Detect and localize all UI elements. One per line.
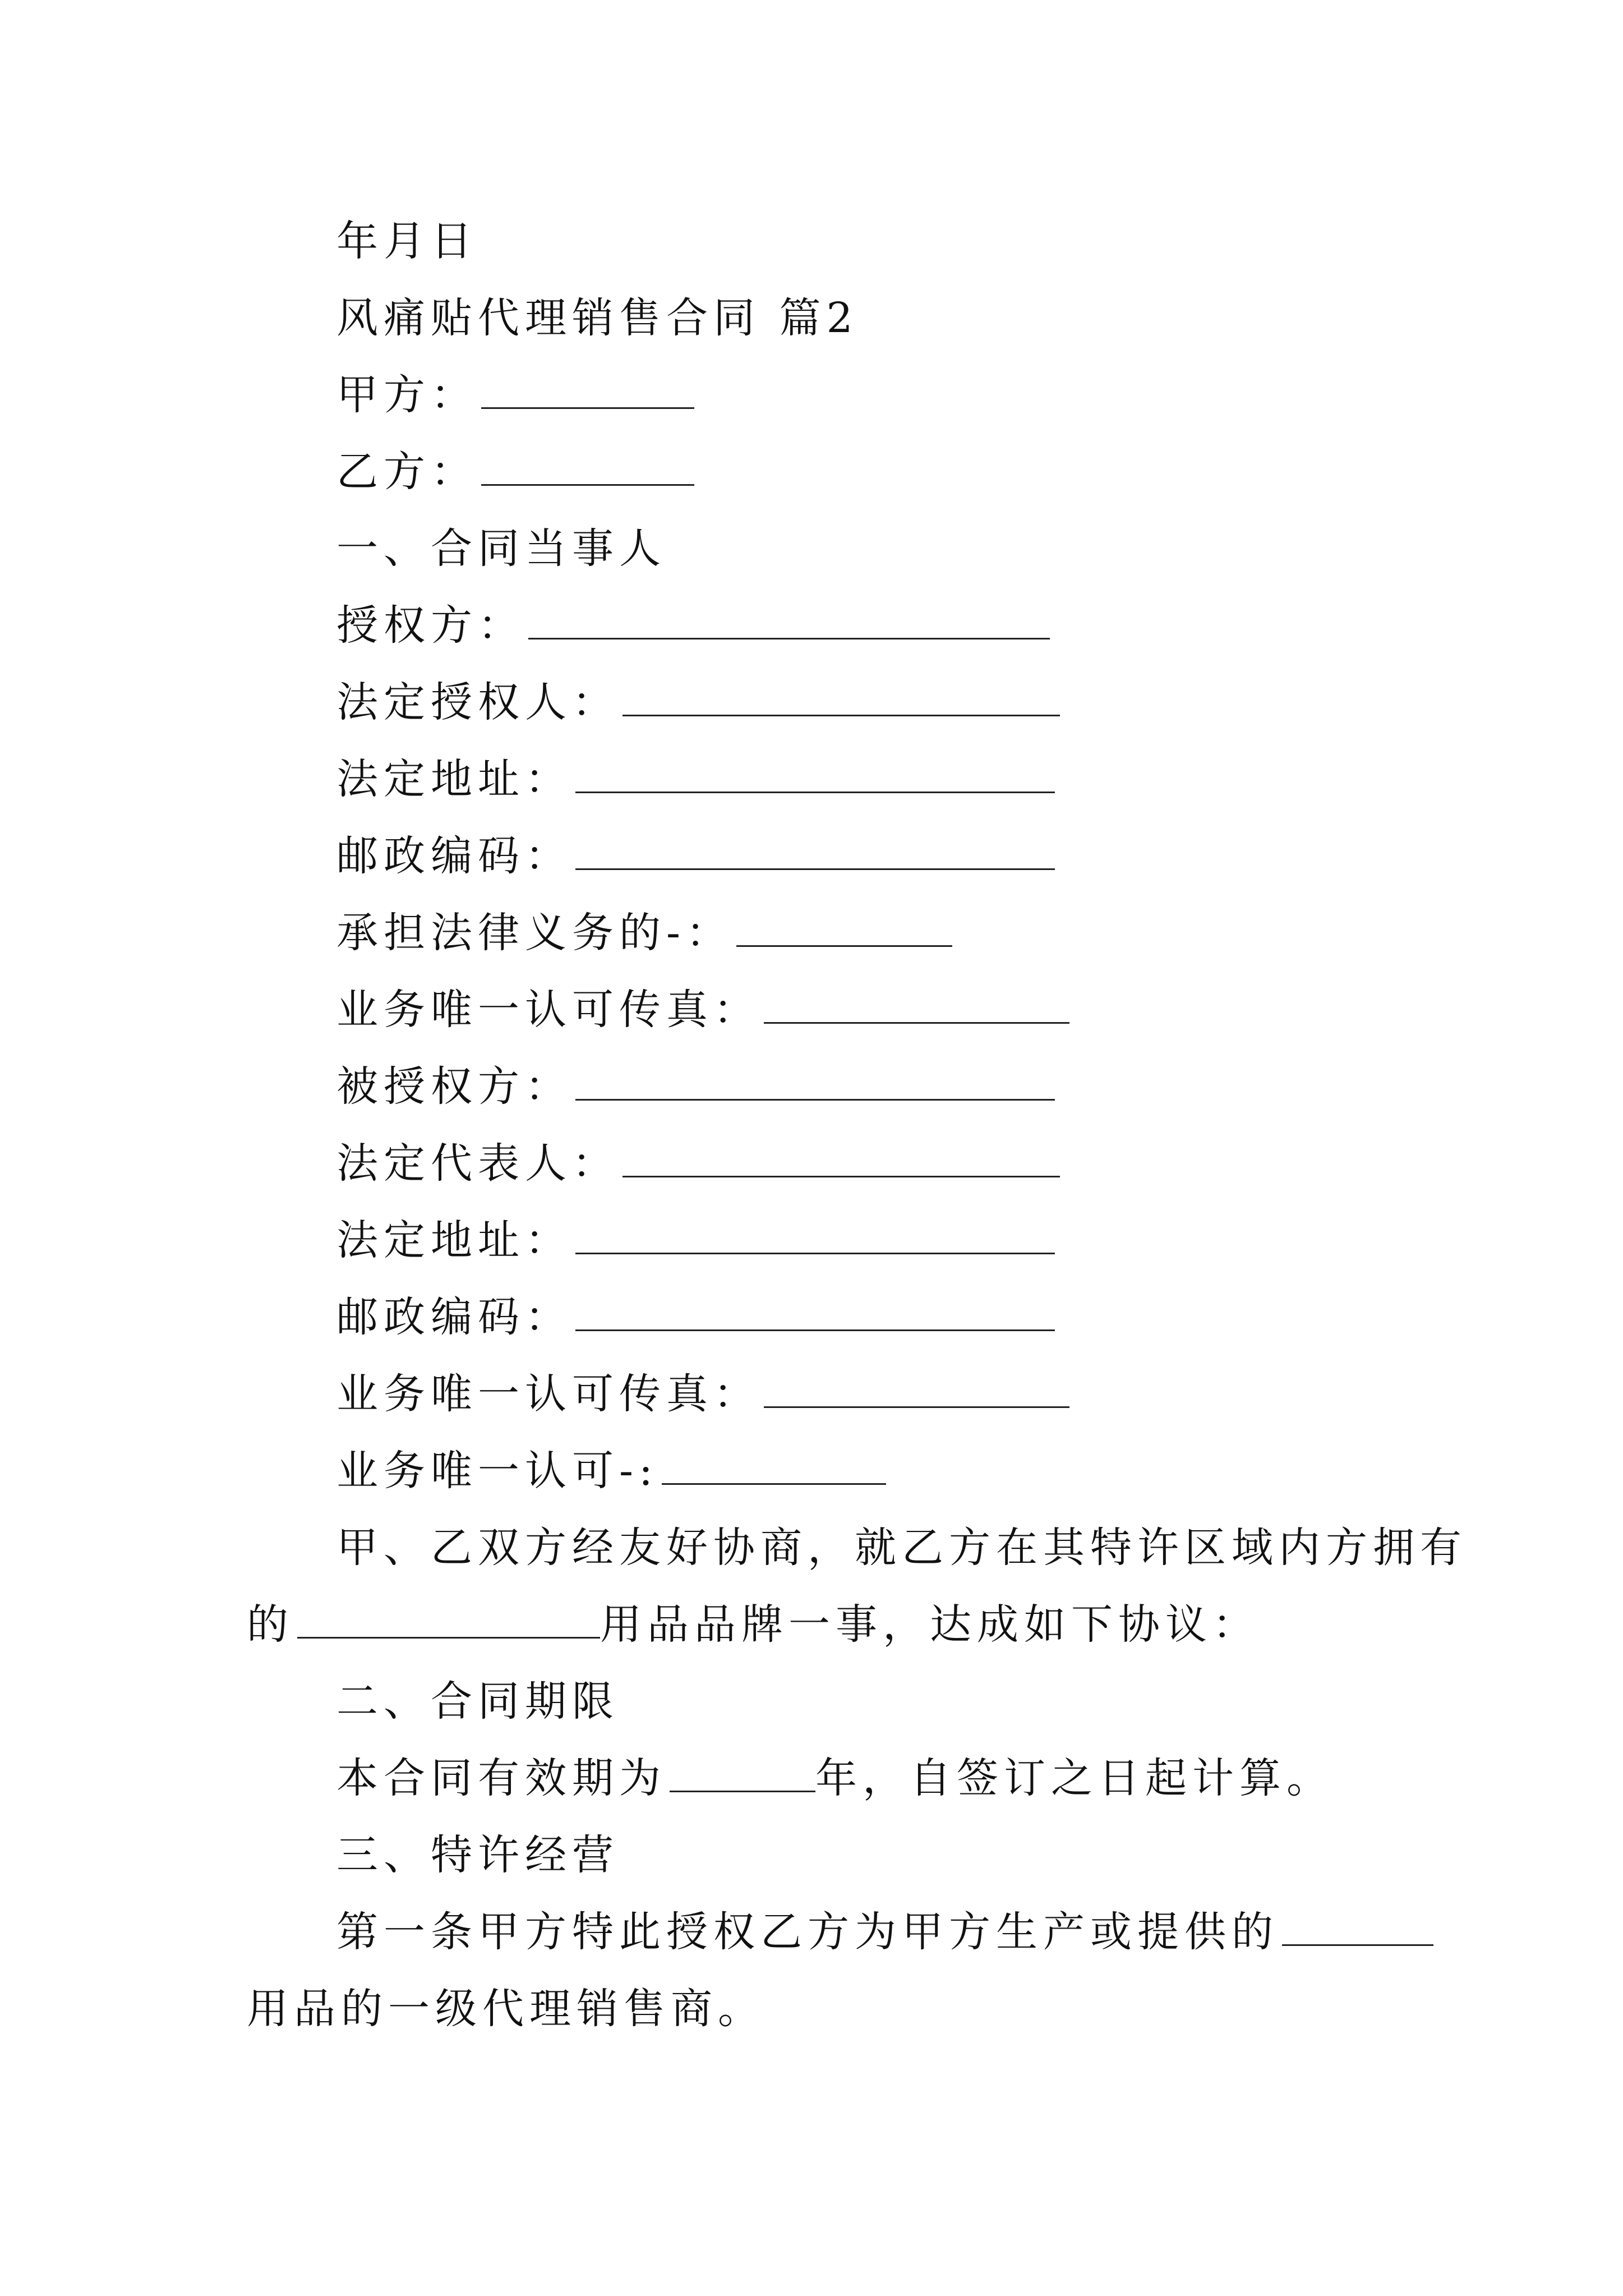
party-a-blank	[481, 372, 694, 409]
brand-blank	[297, 1602, 600, 1639]
postal-code-line-1	[336, 831, 1055, 881]
article-one-text: 第一条甲方特此授权乙方为甲方生产或提供的	[336, 1908, 1279, 1956]
party-b-label: 乙方：	[336, 448, 478, 496]
heading-franchise	[336, 1830, 619, 1880]
section-title-text: 风痛贴代理销售合同 篇2	[336, 294, 859, 342]
term-text-b: 年，自签订之日起计算。	[815, 1754, 1334, 1802]
party-a-line	[336, 370, 694, 420]
legal-address-blank-1	[575, 757, 1055, 793]
agreement-brand-text-b: 用品品牌一事，达成如下协议：	[600, 1600, 1260, 1649]
article-one-line	[336, 1907, 1433, 1957]
fax-blank-1	[764, 987, 1069, 1024]
licensor-line	[336, 600, 1050, 651]
agreement-intro-line	[336, 1522, 1467, 1573]
term-years-blank	[670, 1756, 815, 1792]
licensee-label: 被授权方：	[336, 1062, 572, 1111]
postal-code-blank-1	[575, 834, 1055, 870]
legal-authorizer-label: 法定授权人：	[336, 678, 619, 726]
postal-code-line-2	[336, 1292, 1055, 1342]
legal-representative-blank	[623, 1141, 1060, 1177]
licensee-line	[336, 1061, 1055, 1112]
fax-label-2: 业务唯一认可传真：	[336, 1370, 760, 1418]
legal-address-label-2: 法定地址：	[336, 1216, 572, 1264]
heading-contract-term	[336, 1676, 619, 1727]
term-line	[336, 1753, 1334, 1803]
legal-representative-label: 法定代表人：	[336, 1139, 619, 1188]
fax-line-1	[336, 984, 1069, 1035]
date-line	[336, 216, 478, 266]
article-one-continuation	[247, 1984, 765, 2034]
article-one-continuation-text: 用品的一级代理销售商。	[247, 1985, 765, 2033]
postal-code-label-2: 邮政编码：	[336, 1293, 572, 1341]
unique-contact-line	[336, 1446, 886, 1496]
legal-authorizer-blank	[623, 680, 1060, 716]
legal-obligation-label: 承担法律义务的-：	[336, 909, 734, 957]
unique-contact-blank	[662, 1448, 886, 1485]
licensor-label: 授权方：	[336, 601, 525, 650]
agreement-brand-text-a: 的	[247, 1600, 294, 1649]
date-text: 年月日	[336, 217, 478, 265]
agreement-brand-line	[247, 1599, 1260, 1650]
legal-authorizer-line	[336, 677, 1060, 728]
product-blank	[1282, 1910, 1433, 1946]
unique-contact-label: 业务唯一认可-:	[336, 1447, 658, 1495]
heading-franchise-text: 三、特许经营	[336, 1831, 619, 1879]
party-b-blank	[481, 449, 694, 486]
legal-address-line-2	[336, 1215, 1055, 1266]
fax-label-1: 业务唯一认可传真：	[336, 986, 760, 1034]
fax-line-2	[336, 1369, 1069, 1419]
licensee-blank	[575, 1064, 1055, 1101]
heading-contract-parties	[336, 523, 666, 574]
legal-obligation-line	[336, 908, 952, 958]
licensor-blank	[528, 603, 1050, 639]
legal-obligation-blank	[736, 910, 952, 947]
postal-code-label-1: 邮政编码：	[336, 832, 572, 880]
legal-address-label-1: 法定地址：	[336, 755, 572, 803]
term-text-a: 本合同有效期为	[336, 1754, 666, 1802]
agreement-intro-text: 甲、乙双方经友好协商，就乙方在其特许区域内方拥有	[336, 1524, 1467, 1572]
legal-address-line-1	[336, 754, 1055, 804]
party-a-label: 甲方：	[336, 371, 478, 419]
postal-code-blank-2	[575, 1295, 1055, 1331]
heading-contract-parties-text: 一、合同当事人	[336, 524, 666, 573]
section-title	[336, 293, 859, 343]
party-b-line	[336, 447, 694, 497]
legal-representative-line	[336, 1138, 1060, 1189]
heading-contract-term-text: 二、合同期限	[336, 1677, 619, 1726]
fax-blank-2	[764, 1372, 1069, 1408]
legal-address-blank-2	[575, 1218, 1055, 1254]
